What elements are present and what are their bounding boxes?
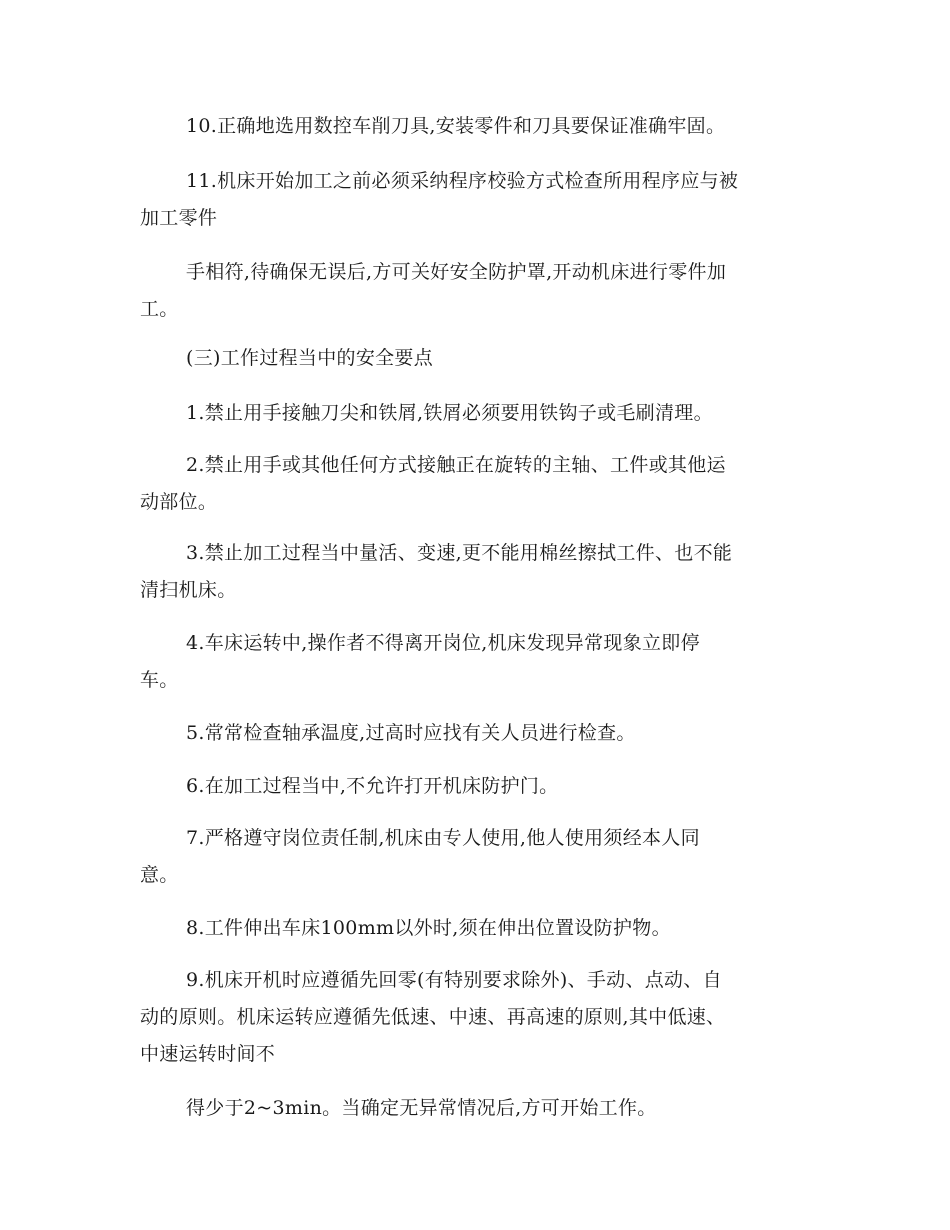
- section-heading: [140, 340, 810, 377]
- text-line: 加工零件: [140, 207, 218, 229]
- text-line: 手相符,待确保无误后,方可关好安全防护罩,开动机床进行零件加: [186, 261, 727, 283]
- paragraph-item-2: [140, 447, 810, 521]
- text-line: 动的原则。机床运转应遵循先低速、中速、再高速的原则,其中低速、: [140, 1006, 726, 1028]
- text-line: 8.工件伸出车床100mm以外时,须在伸出位置设防护物。: [186, 917, 671, 939]
- paragraph-item-10: [140, 108, 810, 145]
- text-line: 清扫机床。: [140, 579, 237, 601]
- text-line: 6.在加工过程当中,不允许打开机床防护门。: [186, 775, 559, 797]
- paragraph-item-4: [140, 625, 810, 699]
- paragraph-item-5: [140, 715, 810, 752]
- paragraph-item-1: [140, 395, 810, 432]
- text-line: 9.机床开机时应遵循先回零(有特别要求除外)、手动、点动、自: [186, 969, 722, 991]
- text-line: 7.严格遵守岗位责任制,机床由专人使用,他人使用须经本人同: [186, 827, 700, 849]
- paragraph-item-6: [140, 768, 810, 805]
- text-line: 中速运转时间不: [140, 1043, 276, 1065]
- text-line: 动部位。: [140, 491, 218, 513]
- paragraph-item-8: [140, 910, 810, 947]
- text-line: 11.机床开始加工之前必须采纳程序校验方式检查所用程序应与被: [186, 170, 739, 192]
- paragraph-item-3: [140, 535, 810, 609]
- paragraph-continuation: [140, 254, 810, 328]
- text-line: 4.车床运转中,操作者不得离开岗位,机床发现异常现象立即停: [186, 632, 700, 654]
- text-line: (三)工作过程当中的安全要点: [186, 347, 434, 369]
- text-line: 10.正确地选用数控车削刀具,安装零件和刀具要保证准确牢固。: [186, 115, 726, 137]
- text-line: 工。: [140, 298, 179, 320]
- text-line: 得少于2~3min。当确定无异常情况后,方可开始工作。: [186, 1097, 657, 1119]
- text-line: 1.禁止用手接触刀尖和铁屑,铁屑必须要用铁钩子或毛刷清理。: [186, 402, 713, 424]
- paragraph-item-7: [140, 820, 810, 894]
- paragraph-continuation: [140, 1090, 810, 1127]
- paragraph-item-11: [140, 163, 810, 237]
- text-line: 5.常常检查轴承温度,过高时应找有关人员进行检查。: [186, 722, 636, 744]
- text-line: 2.禁止用手或其他任何方式接触正在旋转的主轴、工件或其他运: [186, 454, 726, 476]
- text-line: 3.禁止加工过程当中量活、变速,更不能用棉丝擦拭工件、也不能: [186, 542, 733, 564]
- paragraph-item-9: [140, 962, 810, 1073]
- text-line: 意。: [140, 864, 179, 886]
- text-line: 车。: [140, 669, 179, 691]
